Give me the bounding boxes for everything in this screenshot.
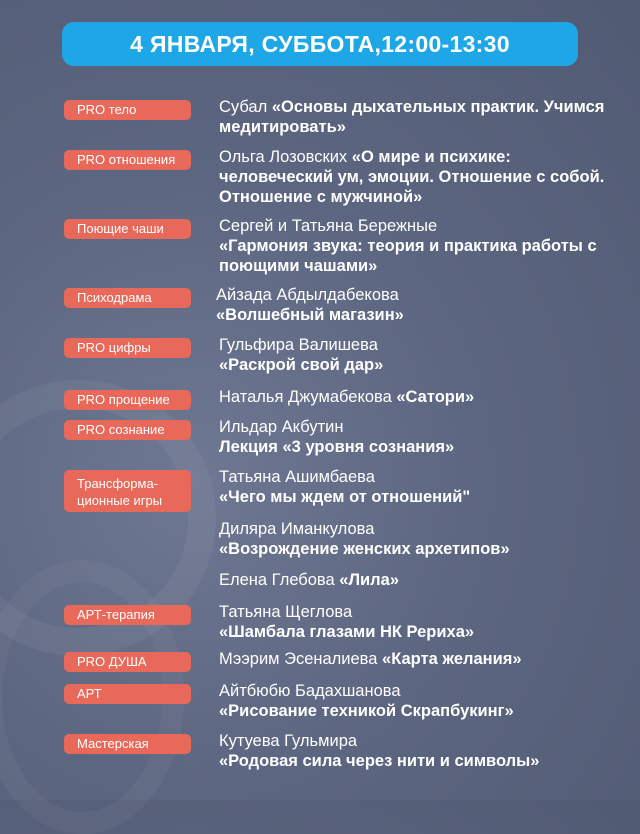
session-description	[219, 97, 619, 137]
session-title: «Раскрой свой дар»	[219, 356, 384, 374]
speaker-name: Ольга Лозовских	[219, 148, 352, 166]
session-title: «Чего мы ждем от отношений"	[219, 488, 471, 506]
speaker-name: Айтбюбю Бадахшанова	[219, 682, 401, 700]
session-description	[219, 681, 619, 721]
speaker-name: Елена Глебова	[219, 571, 340, 589]
session-description	[219, 387, 619, 407]
category-tag: АРТ-терапия	[64, 605, 191, 625]
session-description	[219, 147, 619, 207]
category-tag: Трансформа-ционные игры	[64, 470, 191, 512]
session-description	[219, 602, 619, 642]
speaker-name: Сергей и Татьяна Бережные	[219, 217, 438, 235]
speaker-name: Мээрим Эсеналиева	[219, 650, 383, 668]
session-description	[219, 570, 619, 590]
category-tag: PRO сознание	[64, 420, 191, 440]
session-description	[219, 216, 619, 276]
speaker-name: Субал	[219, 98, 272, 116]
speaker-name: Гульфира Валишева	[219, 336, 378, 354]
session-title: «Шамбала глазами НК Рериха»	[219, 623, 475, 641]
session-description	[219, 649, 619, 669]
category-tag: Мастерская	[64, 734, 191, 754]
session-title: «Родовая сила через нити и символы»	[219, 752, 540, 770]
category-tag: Психодрама	[64, 288, 191, 308]
session-description	[219, 519, 619, 559]
category-tag: PRO прощение	[64, 390, 191, 410]
category-tag: Поющие чаши	[64, 219, 191, 239]
header-title: 4 ЯНВАРЯ, СУББОТА,12:00-13:30	[130, 30, 510, 57]
session-description	[216, 285, 616, 325]
session-description	[219, 335, 619, 375]
session-title: «Сатори»	[396, 388, 475, 406]
speaker-name: Кутуева Гульмира	[219, 732, 358, 750]
speaker-name: Айзада Абдылдабекова	[216, 286, 399, 304]
session-title: «Карта желания»	[382, 650, 522, 668]
session-description	[219, 731, 619, 771]
speaker-name: Наталья Джумабекова	[219, 388, 397, 406]
session-title: «Рисование техникой Скрапбукинг»	[219, 702, 514, 720]
speaker-name: Татьяна Ашимбаева	[219, 468, 375, 486]
session-title: Лекция «3 уровня сознания»	[219, 438, 455, 456]
speaker-name: Ильдар Акбутин	[219, 418, 344, 436]
session-description	[219, 417, 619, 457]
session-title: «Основы дыхательных практик. Учимся медитировать»	[219, 98, 605, 136]
session-title: «Волшебный магазин»	[216, 306, 404, 324]
speaker-name: Татьяна Щеглова	[219, 603, 353, 621]
speaker-name: Диляра Иманкулова	[219, 520, 375, 538]
session-title: «Лила»	[339, 571, 400, 589]
session-title: «О мире и психике: человеческий ум, эмоции. Отношение с собой. Отношение с мужчиной»	[219, 148, 605, 206]
session-description	[219, 467, 619, 507]
category-tag: АРТ	[64, 684, 191, 704]
category-tag: PRO тело	[64, 100, 191, 120]
category-tag: PRO цифры	[64, 338, 191, 358]
session-title: «Гармония звука: теория и практика работы с поющими чашами»	[219, 237, 597, 275]
category-tag: PRO отношения	[64, 150, 191, 170]
session-title: «Возрождение женских архетипов»	[219, 540, 510, 558]
category-tag: PRO ДУША	[64, 652, 191, 672]
